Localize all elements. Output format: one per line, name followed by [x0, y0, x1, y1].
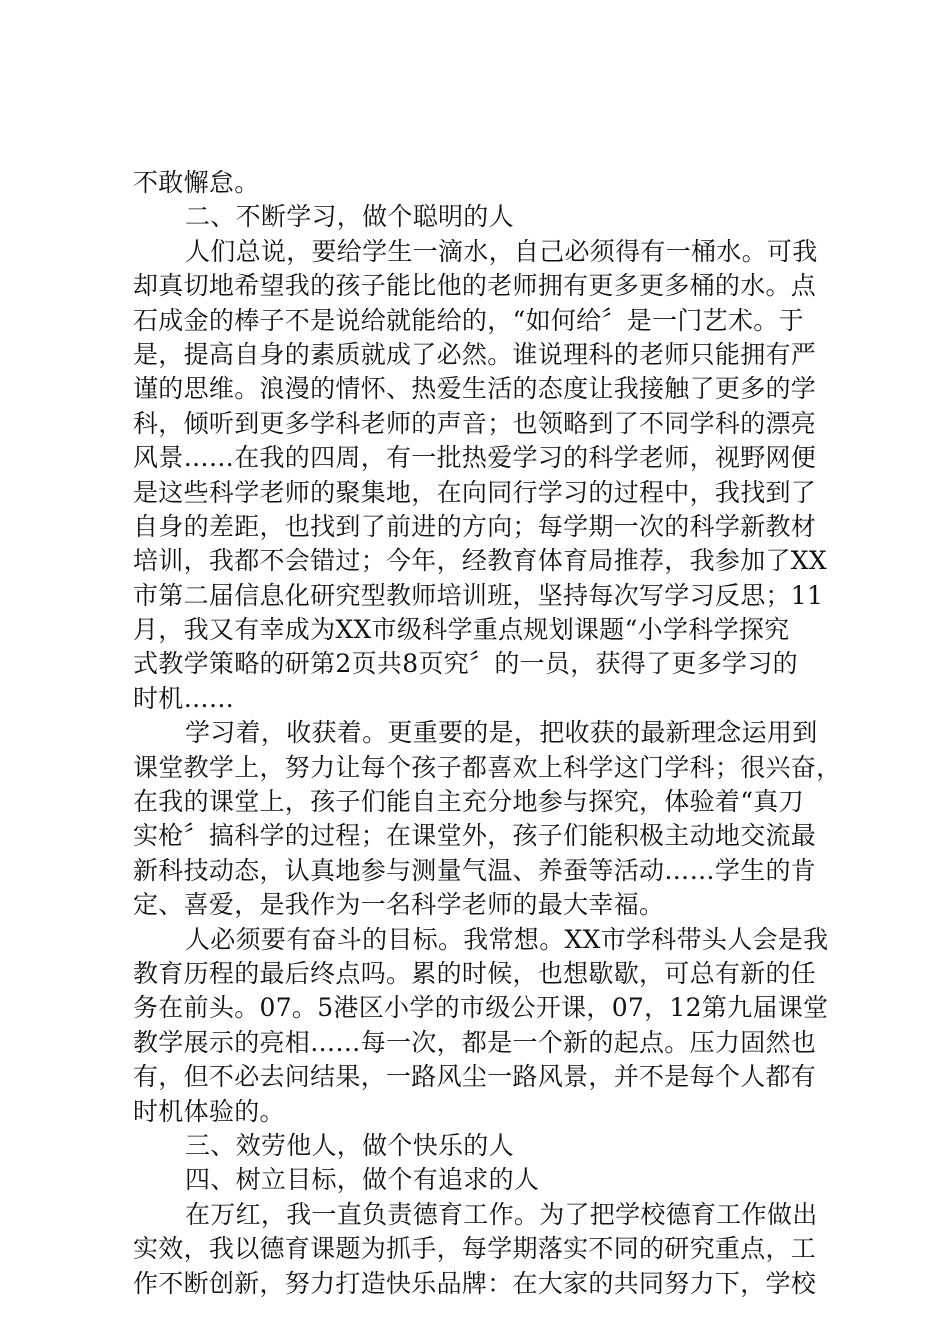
section-heading: 三、效劳他人，做个快乐的人: [185, 1130, 514, 1160]
text-line: 人们总说，要给学生一滴水，自己必须得有一桶水。可我: [185, 236, 818, 266]
text-line: 有，但不必去问结果，一路风尘一路风景，并不是每个人都有: [133, 1062, 817, 1092]
text-line: 实枪〞搞科学的过程；在课堂外，孩子们能积极主动地交流最: [133, 821, 817, 851]
text-line: 是这些科学老师的聚集地，在向同行学习的过程中，我找到了: [133, 477, 817, 507]
text-line: 不敢懈怠。: [133, 168, 260, 197]
text-line: 课堂教学上，努力让每个孩子都喜欢上科学这门学科；很兴奋，: [133, 752, 842, 782]
text-line: 作不断创新，努力打造快乐品牌：在大家的共同努力下，学校: [133, 1268, 817, 1298]
text-line: 教育历程的最后终点吗。累的时候，也想歇歇，可总有新的任: [133, 958, 817, 988]
text-line: 定、喜爱，是我作为一名科学老师的最大幸福。: [133, 890, 665, 920]
text-line: 学习着，收获着。更重要的是，把收获的最新理念运用到: [185, 718, 818, 748]
text-line: 却真切地希望我的孩子能比他的老师拥有更多更多桶的水。点: [133, 271, 817, 301]
text-line: 新科技动态，认真地参与测量气温、养蚕等活动……学生的肯: [133, 855, 817, 885]
text-line: 自身的差距，也找到了前进的方向；每学期一次的科学新教材: [133, 511, 817, 541]
text-line: 石成金的棒子不是说给就能给的，“如何给〞是一门艺术。于: [133, 305, 804, 335]
text-line: 市第二届信息化研究型教师培训班，坚持每次写学习反思；11: [133, 580, 824, 610]
text-line: 在我的课堂上，孩子们能自主充分地参与探究，体验着“真刀: [133, 787, 804, 817]
text-line: 在万红，我一直负责德育工作。为了把学校德育工作做出: [185, 1199, 818, 1229]
text-line: 式教学策略的研第2页共8页究〞的一员，获得了更多学习的: [133, 649, 798, 679]
text-line: 时机……: [133, 683, 235, 713]
section-heading: 二、不断学习，做个聪明的人: [185, 202, 514, 232]
text-line: 科，倾听到更多学科老师的声音；也领略到了不同学科的漂亮: [133, 408, 817, 438]
text-line: 是，提高自身的素质就成了必然。谁说理科的老师只能拥有严: [133, 339, 817, 369]
text-line: 实效，我以德育课题为抓手，每学期落实不同的研究重点，工: [133, 1234, 817, 1264]
text-line: 培训，我都不会错过；今年，经教育体育局推荐，我参加了XX: [133, 546, 827, 576]
text-line: 风景……在我的四周，有一批热爱学习的科学老师，视野网便: [133, 443, 817, 473]
text-line: 月，我又有幸成为XX市级科学重点规划课题“小学科学探究: [133, 615, 790, 645]
section-heading: 四、树立目标，做个有追求的人: [185, 1165, 540, 1195]
text-line: 务在前头。07。5港区小学的市级公开课，07，12第九届课堂: [133, 993, 829, 1023]
text-line: 谨的思维。浪漫的情怀、热爱生活的态度让我接触了更多的学: [133, 374, 817, 404]
text-line: 人必须要有奋斗的目标。我常想。XX市学科带头人会是我: [185, 924, 829, 954]
text-line: 教学展示的亮相……每一次，都是一个新的起点。压力固然也: [133, 1027, 817, 1057]
document-body: [133, 166, 842, 1301]
text-line: 时机体验的。: [133, 1096, 285, 1126]
